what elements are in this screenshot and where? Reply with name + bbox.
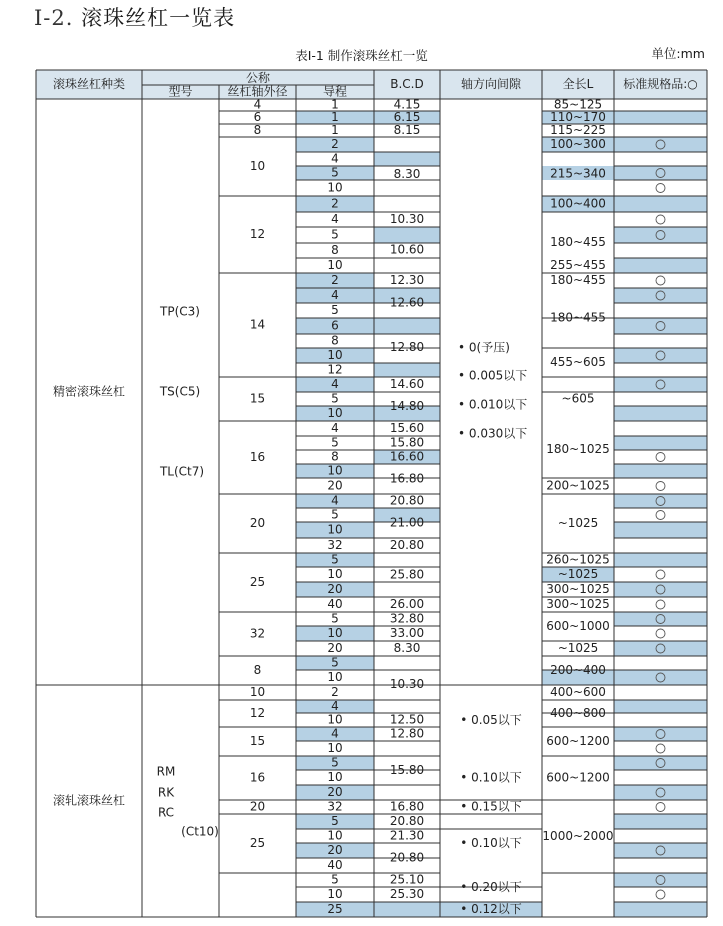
lead-value: 2 [331, 685, 339, 699]
bcd-value: 15.80 [389, 763, 425, 777]
lead-value: 4 [331, 699, 339, 713]
diameter-value: 14 [249, 317, 266, 332]
lead-value: 4 [331, 288, 339, 302]
length-value: 85~125 [553, 97, 603, 112]
header-type: 滚珠丝杠种类 [52, 77, 126, 91]
lead-value: 25 [327, 902, 343, 916]
lead-value: 4 [331, 726, 339, 741]
standard-mark-icon [656, 629, 665, 638]
bcd-value: 16.80 [389, 471, 425, 486]
lead-value: 4 [331, 151, 339, 166]
header-standard: 标准规格品:○ [623, 77, 698, 91]
length-value: 200~1025 [546, 478, 610, 493]
lead-value: 10 [327, 522, 343, 537]
bcd-value: 6.15 [393, 110, 421, 124]
lead-value: 20 [327, 582, 343, 596]
diameter-value: 10 [249, 685, 266, 699]
lead-value: 10 [327, 463, 343, 478]
lead-value: 5 [331, 303, 339, 317]
diameter-value: 16 [249, 770, 266, 785]
std-highlight [614, 288, 707, 303]
std-highlight [614, 553, 707, 567]
bcd-value: 4.15 [393, 97, 421, 112]
model-label: RM [156, 764, 176, 779]
diameter-value: 16 [249, 450, 266, 464]
standard-mark-icon [656, 744, 665, 753]
axial-rolled-value: • 0.12以下 [460, 902, 522, 916]
lead-value: 40 [327, 858, 343, 872]
length-value: 180~455 [550, 273, 606, 287]
lead-value: 2 [331, 137, 339, 151]
diameter-value: 12 [249, 227, 266, 241]
bcd-value: 25.80 [389, 567, 425, 582]
standard-mark-icon [656, 184, 665, 193]
standard-mark-icon [656, 276, 665, 285]
lead-value: 20 [327, 478, 343, 493]
length-value: 1000~2000 [542, 829, 614, 843]
lead-value: 10 [327, 258, 343, 272]
diameter-value: 32 [249, 626, 266, 641]
length-value: 180~455 [550, 235, 606, 249]
bcd-value: 25.30 [389, 887, 425, 901]
lead-value: 20 [327, 785, 343, 799]
bcd-value: 21.30 [389, 828, 425, 843]
standard-mark-icon [656, 215, 665, 224]
bcd-value: 10.30 [389, 677, 425, 691]
std-highlight [614, 111, 707, 124]
length-value: 115~225 [550, 123, 606, 137]
length-value: 455~605 [550, 355, 606, 369]
lead-value: 10 [327, 887, 343, 901]
std-highlight [614, 137, 707, 152]
lead-value: 5 [331, 435, 339, 450]
bcd-value: 20.80 [389, 538, 425, 552]
table-caption: 表Ⅰ-1 制作滚珠丝杠一览 [295, 48, 428, 63]
lead-value: 8 [331, 449, 339, 464]
std-highlight [614, 348, 707, 363]
diameter-value: 8 [253, 663, 262, 677]
lead-value: 10 [327, 828, 343, 843]
lead-value: 4 [331, 421, 339, 435]
bcd-value: 8.15 [393, 123, 421, 137]
lead-value: 5 [331, 755, 339, 770]
std-highlight [614, 318, 707, 334]
lead-value: 10 [327, 741, 343, 755]
standard-mark-icon [656, 890, 665, 899]
bcd-value: 12.30 [389, 273, 425, 287]
std-highlight [614, 464, 707, 478]
lead-value: 40 [327, 597, 343, 611]
lead-value: 32 [327, 799, 343, 814]
header-length: 全长L [562, 77, 594, 91]
length-value: 200~400 [550, 663, 606, 677]
standard-mark-icon [656, 511, 665, 520]
std-highlight [614, 641, 707, 656]
diameter-value: 12 [249, 706, 266, 720]
header-lead: 导程 [322, 84, 348, 99]
lead-value: 2 [331, 196, 339, 211]
lead-value: 5 [331, 391, 339, 406]
bcd-value: 15.80 [389, 435, 425, 450]
std-highlight [614, 814, 707, 829]
standard-mark-icon [656, 482, 665, 491]
std-highlight [614, 377, 707, 392]
lead-value: 5 [331, 655, 339, 670]
diameter-value: 20 [249, 516, 266, 530]
length-value: 100~300 [550, 137, 606, 151]
model-label: TP(C3) [160, 304, 200, 319]
lead-value: 1 [331, 97, 339, 112]
lead-value: 10 [327, 670, 343, 684]
bcd-value: 20.80 [389, 850, 425, 865]
length-value: 215~340 [550, 166, 606, 181]
std-highlight [614, 227, 707, 243]
bcd-highlight [374, 318, 440, 334]
standard-mark-icon [656, 600, 665, 609]
diameter-value: 10 [249, 159, 266, 173]
axial-label: • 0.005以下 [458, 368, 528, 383]
lead-value: 2 [331, 273, 339, 287]
lead-value: 4 [331, 377, 339, 391]
bcd-highlight [374, 227, 440, 243]
length-value: 260~1025 [546, 552, 610, 567]
lead-value: 5 [331, 552, 339, 567]
std-highlight [614, 843, 707, 858]
lead-value: 10 [327, 770, 343, 784]
header-model: 型号 [168, 84, 193, 99]
lead-value: 8 [331, 243, 339, 257]
length-value: 600~1000 [546, 619, 610, 633]
bcd-value: 33.00 [389, 626, 425, 640]
bcd-value: 12.80 [389, 340, 425, 354]
lead-value: 1 [331, 110, 339, 124]
bcd-value: 25.10 [389, 872, 425, 887]
bcd-value: 10.60 [389, 242, 425, 257]
diameter-value: 15 [249, 734, 266, 748]
lead-value: 5 [331, 872, 339, 887]
section-type: 精密滚珠丝杠 [52, 384, 126, 399]
bcd-value: 8.30 [393, 641, 421, 655]
std-highlight [614, 785, 707, 800]
diameter-value: 4 [253, 97, 262, 112]
diameter-value: 20 [249, 799, 266, 814]
length-value: 400~600 [550, 685, 606, 699]
bcd-value: 26.00 [389, 597, 425, 611]
axial-label: • 0(予压) [458, 340, 510, 355]
axial-label: • 0.010以下 [458, 397, 528, 412]
lead-value: 10 [327, 712, 343, 727]
standard-mark-icon [656, 570, 665, 579]
length-value: 600~1200 [546, 770, 610, 785]
diameter-value: 8 [253, 123, 262, 137]
header-bcd: B.C.D [390, 77, 424, 91]
bcd-value: 20.80 [389, 814, 425, 828]
lead-value: 5 [331, 165, 339, 180]
axial-rolled-value: • 0.15以下 [460, 799, 522, 814]
lead-value: 4 [331, 493, 339, 508]
length-value: ~1025 [557, 641, 599, 655]
std-highlight [614, 582, 707, 597]
model-label: (Ct10) [181, 824, 219, 839]
standard-mark-icon [656, 803, 665, 812]
lead-value: 20 [327, 641, 343, 655]
model-label: TL(Ct7) [159, 464, 205, 479]
std-highlight [614, 406, 707, 421]
title-prefix: I-2. [34, 6, 74, 30]
lead-value: 5 [331, 814, 339, 828]
std-highlight [614, 522, 707, 538]
bcd-value: 10.30 [389, 212, 425, 226]
standard-mark-icon [656, 453, 665, 462]
diameter-value: 6 [253, 110, 262, 124]
length-value: 300~1025 [546, 582, 610, 596]
lead-value: 8 [331, 333, 339, 348]
axial-rolled-value: • 0.20以下 [460, 880, 522, 894]
lead-value: 32 [327, 538, 343, 552]
header-diameter: 丝杠轴外径 [227, 84, 288, 99]
bcd-value: 32.80 [389, 611, 425, 626]
bcd-value: 20.80 [389, 493, 425, 508]
bcd-highlight [374, 152, 440, 166]
lead-value: 12 [327, 362, 343, 377]
bcd-value: 12.80 [389, 726, 425, 741]
length-value: 100~400 [550, 196, 606, 211]
axial-label: • 0.030以下 [458, 426, 528, 441]
diameter-value: 15 [249, 391, 266, 406]
length-value: 110~170 [550, 110, 606, 124]
header-nominal: 公称 [245, 71, 271, 85]
lead-value: 10 [327, 348, 343, 362]
length-value: ~605 [561, 391, 595, 406]
std-highlight [614, 902, 707, 917]
lead-value: 10 [327, 406, 343, 420]
diameter-value: 25 [249, 575, 266, 589]
model-label: RC [157, 805, 175, 820]
model-label: TS(C5) [159, 384, 201, 399]
diameter-value: 25 [249, 836, 266, 850]
length-value: 180~455 [550, 310, 606, 325]
bcd-value: 21.00 [389, 515, 425, 530]
length-value: 300~1025 [546, 597, 610, 611]
bcd-value: 14.80 [389, 399, 425, 413]
lead-value: 10 [327, 626, 343, 640]
title-text: 滚珠丝杠一览表 [81, 6, 236, 30]
section-type: 滚轧滚珠丝杠 [52, 793, 126, 808]
bcd-value: 12.60 [389, 295, 425, 310]
std-highlight [614, 670, 707, 685]
lead-value: 10 [327, 180, 343, 195]
lead-value: 5 [331, 611, 339, 626]
bcd-value: 16.60 [389, 449, 425, 464]
length-value: 600~1200 [546, 734, 610, 748]
std-highlight [614, 196, 707, 212]
std-highlight [614, 258, 707, 273]
std-highlight [614, 436, 707, 450]
axial-rolled-value: • 0.05以下 [460, 713, 522, 727]
bcd-value: 15.60 [389, 421, 425, 435]
bcd-value: 16.80 [389, 799, 425, 814]
length-value: ~1025 [557, 516, 599, 530]
lead-value: 20 [327, 843, 343, 857]
length-value: 180~1025 [546, 442, 610, 456]
model-label: RK [157, 785, 175, 800]
bcd-highlight [374, 363, 440, 377]
bcd-value: 8.30 [393, 167, 421, 181]
lead-value: 10 [327, 567, 343, 581]
axial-rolled-value: • 0.10以下 [460, 836, 522, 850]
header-axial: 轴方向间隙 [460, 77, 522, 91]
lead-value: 4 [331, 212, 339, 226]
length-value: 400~800 [550, 706, 606, 720]
lead-value: 1 [331, 123, 339, 137]
std-highlight [614, 700, 707, 713]
bcd-value: 12.50 [389, 712, 425, 727]
axial-rolled-value: • 0.10以下 [460, 770, 522, 785]
lead-value: 5 [331, 507, 339, 522]
lead-value: 5 [331, 227, 339, 242]
bcd-highlight [374, 902, 440, 917]
lead-value: 6 [331, 318, 339, 333]
bcd-value: 14.60 [389, 377, 425, 391]
length-value: 255~455 [550, 258, 606, 272]
unit-label: 单位:mm [651, 46, 705, 61]
length-value: ~1025 [557, 567, 599, 581]
